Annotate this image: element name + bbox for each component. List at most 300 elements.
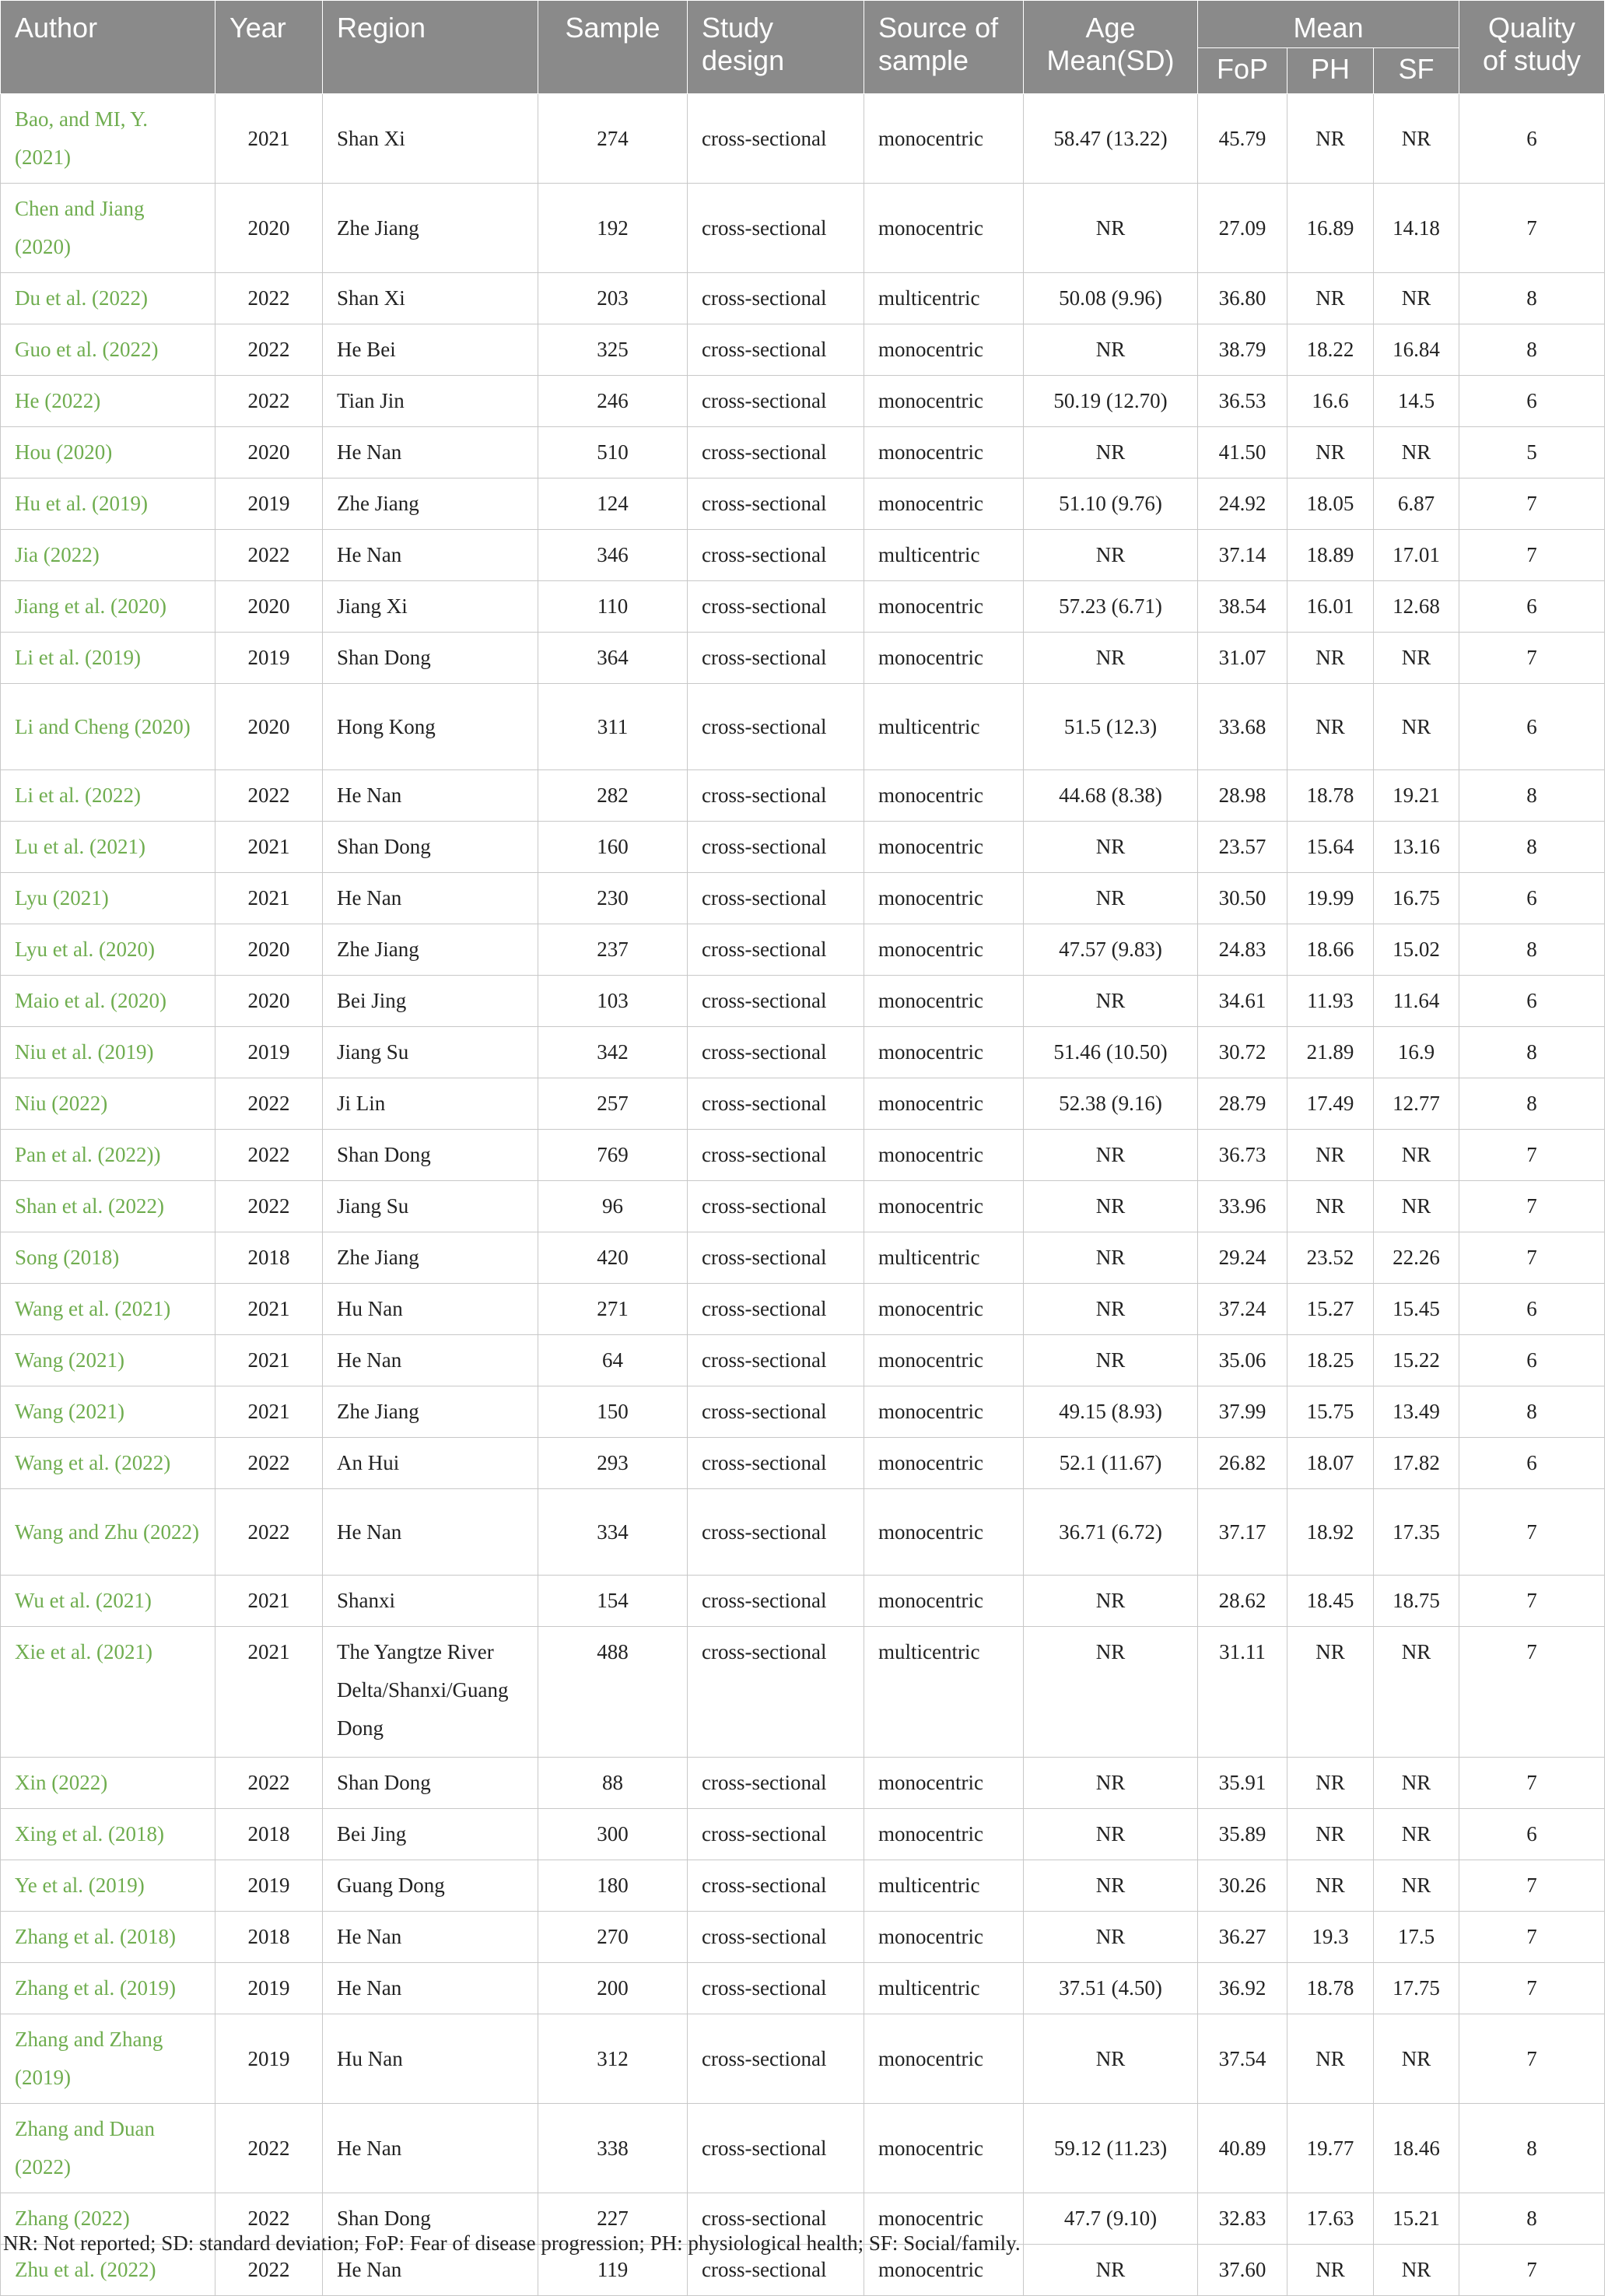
author-cell[interactable]: Wu et al. (2021) (1, 1576, 215, 1627)
sample-cell: 64 (538, 1335, 688, 1386)
table-row (1, 581, 1605, 633)
author-cell[interactable]: Du et al. (2022) (1, 273, 215, 324)
region-cell: He Nan (323, 2245, 538, 2296)
author-cell[interactable]: Zhang and Duan (2022) (1, 2104, 215, 2193)
sf-cell: 15.22 (1374, 1335, 1459, 1386)
quality-cell: 6 (1459, 1284, 1605, 1335)
sample-cell: 364 (538, 633, 688, 684)
study-design-cell: cross-sectional (688, 770, 864, 822)
fop-cell: 36.92 (1198, 1963, 1287, 2014)
quality-cell: 7 (1459, 184, 1605, 273)
fop-cell: 34.61 (1198, 976, 1287, 1027)
author-cell[interactable]: Lyu (2021) (1, 873, 215, 924)
ph-cell: 15.27 (1287, 1284, 1374, 1335)
author-cell[interactable]: Bao, and MI, Y. (2021) (1, 94, 215, 184)
sf-cell: NR (1374, 1181, 1459, 1232)
sf-cell: 14.5 (1374, 376, 1459, 427)
fop-cell: 40.89 (1198, 2104, 1287, 2193)
author-cell[interactable]: Song (2018) (1, 1232, 215, 1284)
quality-cell: 7 (1459, 530, 1605, 581)
study-design-cell: cross-sectional (688, 1809, 864, 1860)
sf-cell: NR (1374, 2245, 1459, 2296)
study-design-cell: cross-sectional (688, 1335, 864, 1386)
header-study-design: Study design (688, 1, 864, 94)
year-cell: 2019 (215, 1860, 323, 1912)
region-cell: Shan Dong (323, 633, 538, 684)
sample-cell: 420 (538, 1232, 688, 1284)
sample-cell: 342 (538, 1027, 688, 1078)
region-cell: Bei Jing (323, 976, 538, 1027)
sample-cell: 96 (538, 1181, 688, 1232)
sf-cell: NR (1374, 1130, 1459, 1181)
region-cell: Shan Xi (323, 273, 538, 324)
region-cell: Shan Xi (323, 94, 538, 184)
ph-cell: NR (1287, 1758, 1374, 1809)
source-cell: monocentric (864, 1027, 1024, 1078)
fop-cell: 38.79 (1198, 324, 1287, 376)
ph-cell: NR (1287, 2014, 1374, 2104)
sample-cell: 203 (538, 273, 688, 324)
author-cell[interactable]: Ye et al. (2019) (1, 1860, 215, 1912)
author-cell[interactable]: Zhang et al. (2018) (1, 1912, 215, 1963)
age-cell: 59.12 (11.23) (1024, 2104, 1198, 2193)
source-cell: monocentric (864, 873, 1024, 924)
age-cell: NR (1024, 1576, 1198, 1627)
quality-cell: 8 (1459, 1027, 1605, 1078)
study-design-cell: cross-sectional (688, 581, 864, 633)
source-cell: multicentric (864, 1232, 1024, 1284)
table-row (1, 1181, 1605, 1232)
sf-cell: 12.68 (1374, 581, 1459, 633)
age-cell: 57.23 (6.71) (1024, 581, 1198, 633)
source-cell: monocentric (864, 1284, 1024, 1335)
header-source: Source of sample (864, 1, 1024, 94)
sf-cell: 18.75 (1374, 1576, 1459, 1627)
age-cell: 52.38 (9.16) (1024, 1078, 1198, 1130)
region-cell: He Nan (323, 1963, 538, 2014)
source-cell: monocentric (864, 1078, 1024, 1130)
study-design-cell: cross-sectional (688, 1576, 864, 1627)
ph-cell: 17.49 (1287, 1078, 1374, 1130)
table-row (1, 376, 1605, 427)
quality-cell: 7 (1459, 1860, 1605, 1912)
sf-cell: 11.64 (1374, 976, 1459, 1027)
source-cell: monocentric (864, 1386, 1024, 1438)
header-quality: Quality of study (1459, 1, 1605, 94)
quality-cell: 7 (1459, 1130, 1605, 1181)
quality-cell: 7 (1459, 1758, 1605, 1809)
quality-cell: 5 (1459, 427, 1605, 478)
sample-cell: 246 (538, 376, 688, 427)
age-cell: 47.57 (9.83) (1024, 924, 1198, 976)
fop-cell: 35.06 (1198, 1335, 1287, 1386)
year-cell: 2022 (215, 530, 323, 581)
source-cell: multicentric (864, 530, 1024, 581)
age-cell: NR (1024, 1335, 1198, 1386)
age-cell: NR (1024, 2245, 1198, 2296)
study-design-cell: cross-sectional (688, 1078, 864, 1130)
region-cell: Guang Dong (323, 1860, 538, 1912)
year-cell: 2022 (215, 1078, 323, 1130)
author-cell[interactable]: Shan et al. (2022) (1, 1181, 215, 1232)
author-cell[interactable]: Hu et al. (2019) (1, 478, 215, 530)
author-cell[interactable]: Li and Cheng (2020) (1, 684, 215, 770)
age-cell: 36.71 (6.72) (1024, 1489, 1198, 1576)
age-cell: NR (1024, 1284, 1198, 1335)
age-cell: NR (1024, 427, 1198, 478)
region-cell: Shan Dong (323, 1130, 538, 1181)
sf-cell: NR (1374, 1758, 1459, 1809)
author-cell[interactable]: Guo et al. (2022) (1, 324, 215, 376)
author-cell[interactable]: Niu et al. (2019) (1, 1027, 215, 1078)
header-sf: SF (1374, 48, 1459, 94)
author-cell[interactable]: Jiang et al. (2020) (1, 581, 215, 633)
ph-cell: 18.78 (1287, 1963, 1374, 2014)
sf-cell: 14.18 (1374, 184, 1459, 273)
header-year: Year (215, 1, 323, 94)
table-row (1, 1130, 1605, 1181)
author-cell[interactable]: Wang (2021) (1, 1386, 215, 1438)
year-cell: 2020 (215, 581, 323, 633)
year-cell: 2021 (215, 1627, 323, 1758)
quality-cell: 8 (1459, 822, 1605, 873)
year-cell: 2022 (215, 324, 323, 376)
quality-cell: 6 (1459, 873, 1605, 924)
fop-cell: 37.17 (1198, 1489, 1287, 1576)
table-row (1, 1963, 1605, 2014)
header-sample: Sample (538, 1, 688, 94)
age-cell: NR (1024, 1860, 1198, 1912)
year-cell: 2020 (215, 184, 323, 273)
fop-cell: 24.83 (1198, 924, 1287, 976)
source-cell: monocentric (864, 376, 1024, 427)
source-cell: monocentric (864, 1130, 1024, 1181)
study-design-cell: cross-sectional (688, 2104, 864, 2193)
source-cell: monocentric (864, 1758, 1024, 1809)
region-cell: Ji Lin (323, 1078, 538, 1130)
sf-cell: 17.82 (1374, 1438, 1459, 1489)
table-row (1, 478, 1605, 530)
fop-cell: 27.09 (1198, 184, 1287, 273)
age-cell: 37.51 (4.50) (1024, 1963, 1198, 2014)
author-cell[interactable]: Zhang et al. (2019) (1, 1963, 215, 2014)
source-cell: multicentric (864, 1860, 1024, 1912)
ph-cell: NR (1287, 1130, 1374, 1181)
sf-cell: 6.87 (1374, 478, 1459, 530)
author-cell[interactable]: Zhang and Zhang (2019) (1, 2014, 215, 2104)
sample-cell: 257 (538, 1078, 688, 1130)
table-row (1, 273, 1605, 324)
sf-cell: 17.5 (1374, 1912, 1459, 1963)
sf-cell: NR (1374, 1809, 1459, 1860)
age-cell: NR (1024, 184, 1198, 273)
year-cell: 2018 (215, 1809, 323, 1860)
author-cell[interactable]: Li et al. (2022) (1, 770, 215, 822)
region-cell: Zhe Jiang (323, 1232, 538, 1284)
ph-cell: 18.78 (1287, 770, 1374, 822)
fop-cell: 36.73 (1198, 1130, 1287, 1181)
quality-cell: 7 (1459, 1912, 1605, 1963)
age-cell: 52.1 (11.67) (1024, 1438, 1198, 1489)
table-row (1, 94, 1605, 184)
study-design-cell: cross-sectional (688, 376, 864, 427)
study-design-cell: cross-sectional (688, 1130, 864, 1181)
quality-cell: 7 (1459, 1232, 1605, 1284)
source-cell: multicentric (864, 684, 1024, 770)
ph-cell: 19.3 (1287, 1912, 1374, 1963)
author-cell[interactable]: Wang et al. (2022) (1, 1438, 215, 1489)
ph-cell: 18.25 (1287, 1335, 1374, 1386)
study-design-cell: cross-sectional (688, 633, 864, 684)
sf-cell: 16.75 (1374, 873, 1459, 924)
study-design-cell: cross-sectional (688, 1181, 864, 1232)
sample-cell: 200 (538, 1963, 688, 2014)
ph-cell: 11.93 (1287, 976, 1374, 1027)
fop-cell: 33.96 (1198, 1181, 1287, 1232)
author-cell[interactable]: Jia (2022) (1, 530, 215, 581)
age-cell: 51.10 (9.76) (1024, 478, 1198, 530)
quality-cell: 6 (1459, 1809, 1605, 1860)
quality-cell: 6 (1459, 581, 1605, 633)
quality-cell: 6 (1459, 1438, 1605, 1489)
sample-cell: 338 (538, 2104, 688, 2193)
table-row (1, 1912, 1605, 1963)
sample-cell: 274 (538, 94, 688, 184)
ph-cell: 23.52 (1287, 1232, 1374, 1284)
sf-cell: 22.26 (1374, 1232, 1459, 1284)
quality-cell: 7 (1459, 478, 1605, 530)
year-cell: 2022 (215, 1438, 323, 1489)
study-design-cell: cross-sectional (688, 530, 864, 581)
table-row (1, 976, 1605, 1027)
author-cell[interactable]: Wang and Zhu (2022) (1, 1489, 215, 1576)
age-cell: 50.08 (9.96) (1024, 273, 1198, 324)
author-cell[interactable]: Pan et al. (2022)) (1, 1130, 215, 1181)
fop-cell: 28.79 (1198, 1078, 1287, 1130)
ph-cell: 18.89 (1287, 530, 1374, 581)
author-cell[interactable]: Xing et al. (2018) (1, 1809, 215, 1860)
region-cell: Tian Jin (323, 376, 538, 427)
age-cell: NR (1024, 2014, 1198, 2104)
author-cell[interactable]: Xin (2022) (1, 1758, 215, 1809)
fop-cell: 30.26 (1198, 1860, 1287, 1912)
sample-cell: 154 (538, 1576, 688, 1627)
quality-cell: 8 (1459, 1078, 1605, 1130)
header-ph: PH (1287, 48, 1374, 94)
region-cell: He Nan (323, 427, 538, 478)
quality-cell: 7 (1459, 2245, 1605, 2296)
author-cell[interactable]: Niu (2022) (1, 1078, 215, 1130)
sample-cell: 510 (538, 427, 688, 478)
study-design-cell: cross-sectional (688, 478, 864, 530)
author-cell[interactable]: Zhu et al. (2022) (1, 2245, 215, 2296)
quality-cell: 8 (1459, 2104, 1605, 2193)
source-cell: monocentric (864, 2014, 1024, 2104)
fop-cell: 41.50 (1198, 427, 1287, 478)
ph-cell: NR (1287, 1181, 1374, 1232)
age-cell: 50.19 (12.70) (1024, 376, 1198, 427)
fop-cell: 30.50 (1198, 873, 1287, 924)
quality-cell: 7 (1459, 1181, 1605, 1232)
author-cell[interactable]: He (2022) (1, 376, 215, 427)
author-cell[interactable]: Hou (2020) (1, 427, 215, 478)
age-cell: NR (1024, 1181, 1198, 1232)
ph-cell: 18.92 (1287, 1489, 1374, 1576)
age-cell: NR (1024, 530, 1198, 581)
fop-cell: 28.62 (1198, 1576, 1287, 1627)
sample-cell: 334 (538, 1489, 688, 1576)
header-age: Age Mean(SD) (1024, 1, 1198, 94)
sf-cell: 18.46 (1374, 2104, 1459, 2193)
quality-cell: 8 (1459, 273, 1605, 324)
year-cell: 2021 (215, 1284, 323, 1335)
quality-cell: 6 (1459, 376, 1605, 427)
region-cell: An Hui (323, 1438, 538, 1489)
region-cell: Jiang Su (323, 1181, 538, 1232)
author-cell[interactable]: Wang et al. (2021) (1, 1284, 215, 1335)
table-row (1, 1627, 1605, 1758)
year-cell: 2022 (215, 2193, 323, 2245)
region-cell: Hu Nan (323, 2014, 538, 2104)
study-design-cell: cross-sectional (688, 1489, 864, 1576)
study-design-cell: cross-sectional (688, 184, 864, 273)
fop-cell: 37.24 (1198, 1284, 1287, 1335)
header-region: Region (323, 1, 538, 94)
table-row (1, 1335, 1605, 1386)
region-cell: Bei Jing (323, 1809, 538, 1860)
age-cell: NR (1024, 1627, 1198, 1758)
table-row (1, 1809, 1605, 1860)
author-cell[interactable]: Xie et al. (2021) (1, 1627, 215, 1758)
year-cell: 2022 (215, 1489, 323, 1576)
quality-cell: 7 (1459, 1576, 1605, 1627)
ph-cell: NR (1287, 1627, 1374, 1758)
source-cell: monocentric (864, 1912, 1024, 1963)
study-design-cell: cross-sectional (688, 2193, 864, 2245)
author-cell[interactable]: Lu et al. (2021) (1, 822, 215, 873)
fop-cell: 37.54 (1198, 2014, 1287, 2104)
ph-cell: NR (1287, 427, 1374, 478)
fop-cell: 23.57 (1198, 822, 1287, 873)
age-cell: NR (1024, 633, 1198, 684)
sf-cell: NR (1374, 427, 1459, 478)
sf-cell: NR (1374, 1860, 1459, 1912)
sf-cell: 19.21 (1374, 770, 1459, 822)
age-cell: NR (1024, 324, 1198, 376)
table-row (1, 633, 1605, 684)
fop-cell: 37.99 (1198, 1386, 1287, 1438)
region-cell: He Nan (323, 1912, 538, 1963)
ph-cell: NR (1287, 94, 1374, 184)
sample-cell: 150 (538, 1386, 688, 1438)
region-cell: Shan Dong (323, 2193, 538, 2245)
study-design-cell: cross-sectional (688, 1284, 864, 1335)
source-cell: monocentric (864, 633, 1024, 684)
year-cell: 2020 (215, 924, 323, 976)
author-cell[interactable]: Li et al. (2019) (1, 633, 215, 684)
region-cell: Shan Dong (323, 1758, 538, 1809)
author-cell[interactable]: Zhang (2022) (1, 2193, 215, 2245)
region-cell: He Bei (323, 324, 538, 376)
age-cell: NR (1024, 1130, 1198, 1181)
region-cell: He Nan (323, 1335, 538, 1386)
ph-cell: 19.77 (1287, 2104, 1374, 2193)
table-footnote: NR: Not reported; SD: standard deviation; FoP: Fear of disease progression; PH: physiological health; SF: Social/family. (3, 2231, 1021, 2255)
region-cell: Zhe Jiang (323, 924, 538, 976)
source-cell: monocentric (864, 1576, 1024, 1627)
sample-cell: 488 (538, 1627, 688, 1758)
ph-cell: 16.6 (1287, 376, 1374, 427)
ph-cell: 18.07 (1287, 1438, 1374, 1489)
fop-cell: 45.79 (1198, 94, 1287, 184)
author-cell[interactable]: Wang (2021) (1, 1335, 215, 1386)
sf-cell: 13.49 (1374, 1386, 1459, 1438)
study-design-cell: cross-sectional (688, 684, 864, 770)
region-cell: Shan Dong (323, 822, 538, 873)
region-cell: Hong Kong (323, 684, 538, 770)
age-cell: NR (1024, 976, 1198, 1027)
table-row (1, 1576, 1605, 1627)
sample-cell: 103 (538, 976, 688, 1027)
sample-cell: 346 (538, 530, 688, 581)
study-design-cell: cross-sectional (688, 1860, 864, 1912)
table-row (1, 1232, 1605, 1284)
sf-cell: 12.77 (1374, 1078, 1459, 1130)
source-cell: monocentric (864, 1181, 1024, 1232)
source-cell: monocentric (864, 2104, 1024, 2193)
quality-cell: 8 (1459, 324, 1605, 376)
region-cell: Hu Nan (323, 1284, 538, 1335)
sample-cell: 160 (538, 822, 688, 873)
year-cell: 2021 (215, 94, 323, 184)
region-cell: Jiang Su (323, 1027, 538, 1078)
header-mean: Mean (1198, 1, 1459, 48)
year-cell: 2022 (215, 2245, 323, 2296)
sample-cell: 119 (538, 2245, 688, 2296)
region-cell: He Nan (323, 770, 538, 822)
source-cell: monocentric (864, 2193, 1024, 2245)
sf-cell: 15.02 (1374, 924, 1459, 976)
study-design-cell: cross-sectional (688, 427, 864, 478)
sf-cell: 16.9 (1374, 1027, 1459, 1078)
year-cell: 2022 (215, 770, 323, 822)
ph-cell: NR (1287, 1860, 1374, 1912)
study-design-cell: cross-sectional (688, 1758, 864, 1809)
ph-cell: 21.89 (1287, 1027, 1374, 1078)
sample-cell: 325 (538, 324, 688, 376)
sample-cell: 769 (538, 1130, 688, 1181)
fop-cell: 35.91 (1198, 1758, 1287, 1809)
author-cell[interactable]: Lyu et al. (2020) (1, 924, 215, 976)
sample-cell: 270 (538, 1912, 688, 1963)
study-design-cell: cross-sectional (688, 1438, 864, 1489)
table-row (1, 1078, 1605, 1130)
author-cell[interactable]: Maio et al. (2020) (1, 976, 215, 1027)
author-cell[interactable]: Chen and Jiang (2020) (1, 184, 215, 273)
age-cell: 44.68 (8.38) (1024, 770, 1198, 822)
table-row (1, 324, 1605, 376)
table-row (1, 684, 1605, 770)
table-row (1, 1489, 1605, 1576)
study-design-cell: cross-sectional (688, 1627, 864, 1758)
sample-cell: 282 (538, 770, 688, 822)
source-cell: multicentric (864, 1627, 1024, 1758)
year-cell: 2022 (215, 1758, 323, 1809)
ph-cell: 16.01 (1287, 581, 1374, 633)
table-row (1, 184, 1605, 273)
age-cell: NR (1024, 1912, 1198, 1963)
study-design-cell: cross-sectional (688, 1232, 864, 1284)
